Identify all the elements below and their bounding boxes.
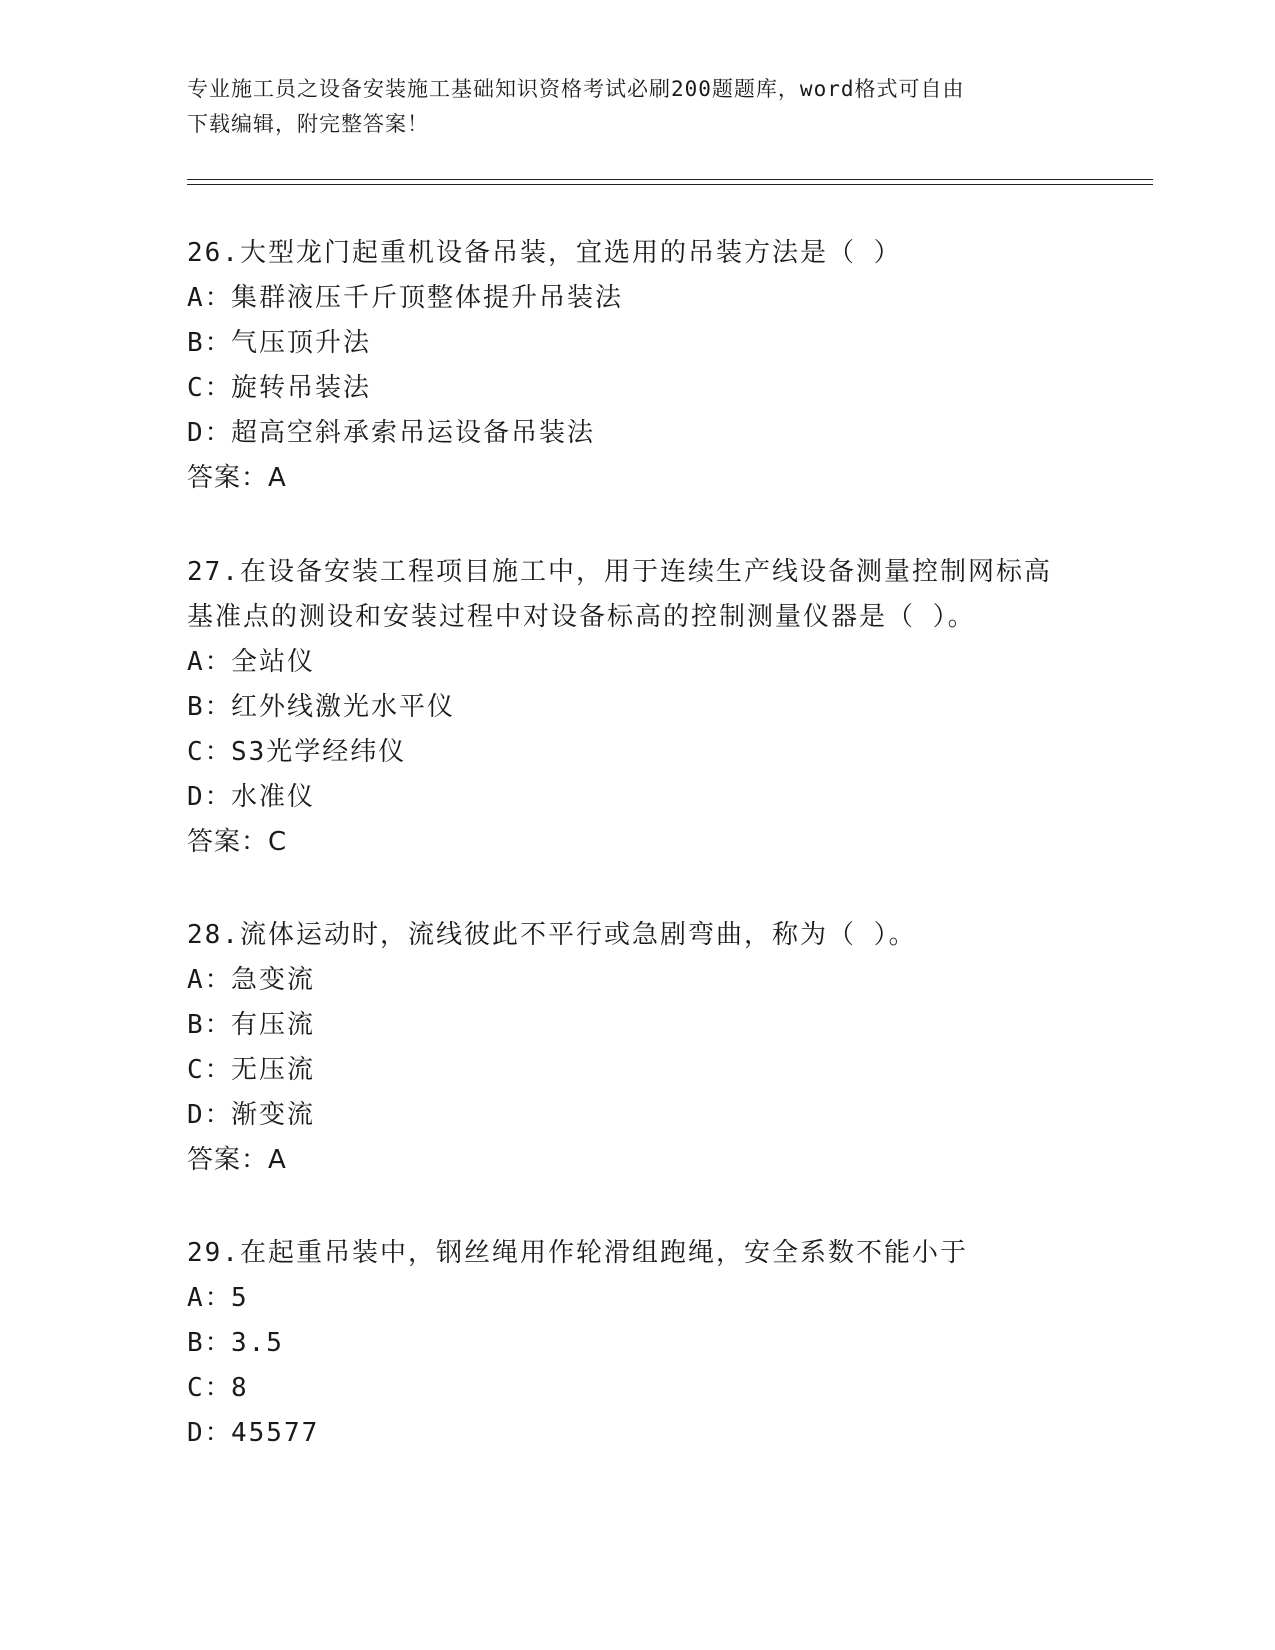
option-text: 急变流 [231,965,316,995]
option-text: 无压流 [231,1055,316,1085]
option-label: D： [187,1100,233,1130]
question-27 [187,550,1087,865]
question-stem-line-1: 27.在设备安装工程项目施工中，用于连续生产线设备测量控制网标高 [187,557,1052,587]
option-d [187,411,1087,456]
option-b [187,1321,1087,1366]
answer-line: 答案：A [187,1145,287,1175]
header-rule-top [187,179,1153,180]
option-text: 水准仪 [231,782,316,812]
option-b [187,1003,1087,1048]
option-d [187,775,1087,820]
option-d [187,1093,1087,1138]
option-label: A： [187,1283,233,1313]
header-line-2: 下载编辑，附完整答案！ [187,112,429,136]
question-26 [187,231,1087,501]
option-b [187,685,1087,730]
question-29 [187,1231,1087,1456]
option-text: 5 [231,1283,249,1313]
document-header [187,72,1087,142]
answer-line: 答案：C [187,827,288,857]
option-text: S3光学经纬仪 [231,737,407,767]
option-label: A： [187,283,233,313]
option-text: 集群液压千斤顶整体提升吊装法 [231,283,624,313]
option-a [187,276,1087,321]
option-text: 气压顶升法 [231,328,372,358]
option-text: 有压流 [231,1010,316,1040]
question-stem: 28.流体运动时，流线彼此不平行或急剧弯曲，称为（ ）。 [187,920,917,950]
option-label: B： [187,1010,233,1040]
option-label: C： [187,737,233,767]
option-d [187,1411,1087,1456]
option-label: A： [187,647,233,677]
option-label: B： [187,692,233,722]
option-c [187,1048,1087,1093]
option-text: 45577 [231,1418,320,1448]
option-a [187,958,1087,1003]
option-text: 8 [231,1373,249,1403]
option-c [187,1366,1087,1411]
option-label: D： [187,1418,233,1448]
option-c [187,366,1087,411]
option-a [187,1276,1087,1321]
question-stem: 26.大型龙门起重机设备吊装，宜选用的吊装方法是（ ） [187,238,902,268]
option-label: B： [187,328,233,358]
option-label: C： [187,1055,233,1085]
option-b [187,321,1087,366]
answer-line: 答案：A [187,463,287,493]
question-stem-line-2: 基准点的测设和安装过程中对设备标高的控制测量仪器是（ ）。 [187,602,976,632]
option-c [187,730,1087,775]
option-text: 3.5 [231,1328,284,1358]
question-28 [187,913,1087,1183]
header-line-1: 专业施工员之设备安装施工基础知识资格考试必刷200题题库，word格式可自由 [187,77,965,101]
option-text: 全站仪 [231,647,316,677]
option-label: B： [187,1328,233,1358]
option-label: C： [187,373,233,403]
option-text: 渐变流 [231,1100,316,1130]
option-label: A： [187,965,233,995]
header-rule-bottom [187,184,1153,185]
option-a [187,640,1087,685]
option-text: 旋转吊装法 [231,373,372,403]
option-text: 红外线激光水平仪 [231,692,456,722]
option-label: C： [187,1373,233,1403]
option-text: 超高空斜承索吊运设备吊装法 [231,418,596,448]
option-label: D： [187,782,233,812]
question-stem: 29.在起重吊装中，钢丝绳用作轮滑组跑绳，安全系数不能小于 [187,1238,968,1268]
option-label: D： [187,418,233,448]
